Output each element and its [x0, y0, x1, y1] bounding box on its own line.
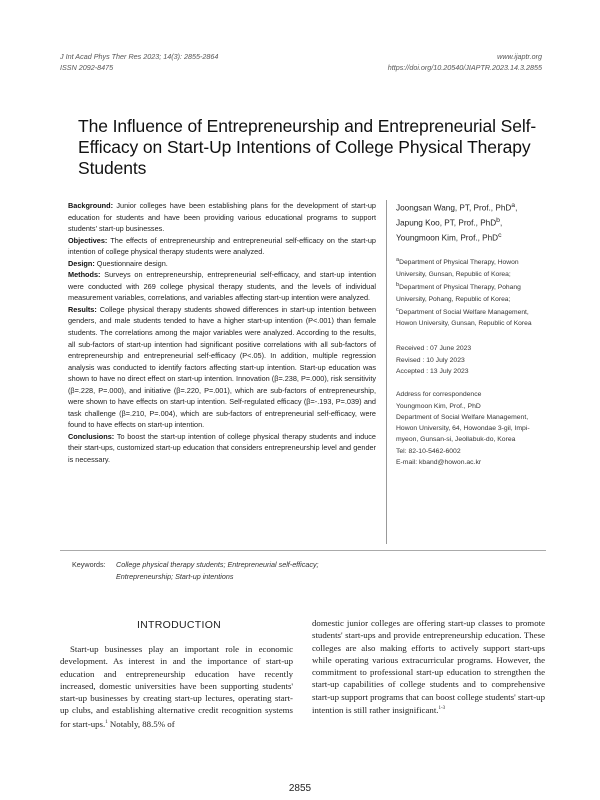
affiliation-a-sup: a	[396, 257, 400, 264]
affiliation-c	[396, 305, 546, 330]
author-list	[396, 200, 546, 245]
results-text: College physical therapy students showed differences in start-up intention between genders, and male students tended to have a higher start-up intention (P<.001) than female students. The correlations among the major variables were analyzed. According to the results, all sub-factors of start-up intention had significant positive correlations with all sub-factors of entrepreneurship and entrepreneurial self-efficacy (P<.05). In addition, multiple regression analysis was conducted to identify factors affecting start-up intention. Start-up education was shown to have no direct effect on start-up intention. Innovation (β=.238, P=.000), risk sensitivity (β=.228, P=.000), and initiative (β=.220, P=.001), which are sub-factors of entrepreneurship, were shown to have effects on start-up intention. Self-regulated efficacy (β=-.193, P=.039) and task challenge (β=.210, P=.004), which are sub-factors of entrepreneurial self-efficacy, were found to have effects on start-up intention.	[68, 304, 376, 430]
received-date: Received : 07 June 2023	[396, 345, 472, 353]
correspondence-tel: Tel: 82-10-5462-6002	[396, 447, 461, 455]
author-1-name: Joongsan Wang, PT, Prof., PhD	[396, 203, 512, 213]
correspondence-address: Department of Social Welfare Management, Howon University, 64, Howondae 3-gil, Impi-myeon, Gunsan-si, Jeollabuk-do, Korea	[396, 413, 530, 444]
background-text: Junior colleges have been establishing plans for the development of start-up education for students and have been providing various educational programs to support students' start-up businesses.	[68, 201, 376, 234]
abstract-design	[68, 258, 376, 270]
author-3	[396, 230, 546, 245]
affiliation-b-sup: b	[396, 282, 400, 289]
correspondence	[396, 389, 546, 468]
author-sidebar	[396, 200, 546, 468]
methods-text: Surveys on entrepreneurship, entrepreneurial self-efficacy, and start-up intention were conducted with 269 college physical therapy students, and the levels of individual measurement variables, correlations, and variables affecting start-up intention were analyzed.	[68, 270, 376, 303]
intro-right-text: domestic junior colleges are offering start-up classes to promote students' start-ups and provide entrepreneurship education. These colleges are also making efforts to actively support start-ups while operating various extracurricular programs. However, the commitment to professional start-up education to strengthen the start-up capabilities of college students and to comprehensive start-up support programs that can boost college students' start-up intention is still rather insignificant.	[312, 618, 545, 715]
abstract	[68, 200, 376, 466]
author-2: Japung Koo, PT, Prof., PhD$^b$,	[396, 217, 503, 228]
author-1: Joongsan Wang, PT, Prof., PhD$^a$,	[396, 202, 518, 213]
results-label: Results:	[68, 304, 97, 314]
design-label: Design:	[68, 258, 95, 268]
author-3-sup: c	[498, 232, 502, 240]
author-3-name: Youngmoon Kim, Prof., PhD	[396, 234, 499, 244]
affiliation-c-text: Department of Social Welfare Management, Howon University, Gunsan, Republic of Korea	[396, 308, 532, 328]
author-1-sup: a	[511, 202, 516, 209]
intro-left-tail: Notably, 88.5% of	[107, 718, 175, 729]
correspondence-name: Youngmoon Kim, Prof., PhD	[396, 402, 481, 410]
affiliation-c-sup: c	[396, 306, 399, 313]
reference-marker[interactable]: 1-3	[438, 705, 446, 711]
accepted-date: Accepted : 13 July 2023	[396, 367, 469, 375]
journal-links	[388, 51, 542, 73]
conclusions-label: Conclusions:	[68, 431, 115, 441]
abstract-methods	[68, 269, 376, 304]
column-divider	[386, 200, 387, 544]
keywords-label: Keywords:	[72, 560, 106, 569]
page-number: 2855	[288, 783, 312, 794]
affiliations	[396, 255, 546, 329]
intro-right-column	[312, 617, 545, 716]
methods-label: Methods:	[68, 270, 101, 280]
keywords-divider	[60, 550, 546, 551]
intro-paragraph-1	[60, 643, 293, 730]
author-2-name: Japung Koo, PT, Prof., PhD	[396, 218, 497, 228]
correspondence-heading: Address for correspondence	[396, 391, 482, 399]
affiliation-a	[396, 255, 546, 280]
intro-paragraph-1-cont	[312, 617, 545, 716]
reference-marker[interactable]: 1	[105, 719, 108, 725]
affiliation-b-text: Department of Physical Therapy, Pohang University, Pohang, Republic of Korea;	[396, 284, 521, 303]
abstract-results	[68, 304, 376, 431]
revised-date: Revised : 10 July 2023	[396, 356, 465, 364]
paper-title: The Influence of Entrepreneurship and Entrepreneurial Self-Efficacy on Start-Up Intentions of College Physical Therapy Students	[78, 116, 537, 178]
abstract-conclusions	[68, 431, 376, 466]
journal-header	[60, 51, 218, 73]
objectives-label: Objectives:	[68, 235, 108, 245]
objectives-text: The effects of entrepreneurship and entrepreneurial self-efficacy on the start-up intention of college physical therapy students were analyzed.	[68, 235, 376, 257]
abstract-background	[68, 200, 376, 235]
doi-link[interactable]: https://doi.org/10.20540/JIAPTR.2023.14.3.2855	[387, 63, 542, 72]
abstract-objectives	[68, 235, 376, 258]
conclusions-text: To boost the start-up intention of college physical therapy students and induce their start-ups, customized start-up education that considers entrepreneurship level and gender is necessary.	[68, 431, 376, 465]
design-text: Questionnaire design.	[96, 258, 168, 268]
article-dates	[396, 343, 546, 377]
affiliation-b	[396, 280, 546, 305]
intro-left-column	[60, 643, 293, 730]
background-label: Background:	[68, 201, 113, 210]
journal-issn: ISSN 2092-8475	[60, 63, 114, 72]
correspondence-email[interactable]: E-mail: kband@howon.ac.kr	[396, 459, 482, 467]
affiliation-a-text: Department of Physical Therapy, Howon University, Gunsan, Republic of Korea;	[396, 259, 519, 278]
section-heading-introduction: INTRODUCTION	[136, 619, 222, 631]
intro-left-text: Start-up businesses play an important role in economic development. As interest in and the importance of start-up education and entrepreneurship education have recently increased, domestic universities have been supporting students' start-up businesses by creating start-up lectures, operating start-up clubs, and establishing alternative credit recognition systems for start-ups.	[60, 644, 293, 729]
author-2-sup: b	[496, 217, 500, 225]
journal-site-link[interactable]: www.ijaptr.org	[497, 52, 542, 61]
keywords-text: College physical therapy students; Entrepreneurial self-efficacy; Entrepreneurship; Start-up intentions	[116, 560, 319, 581]
journal-citation: J Int Acad Phys Ther Res 2023; 14(3): 2855-2864	[60, 52, 219, 61]
